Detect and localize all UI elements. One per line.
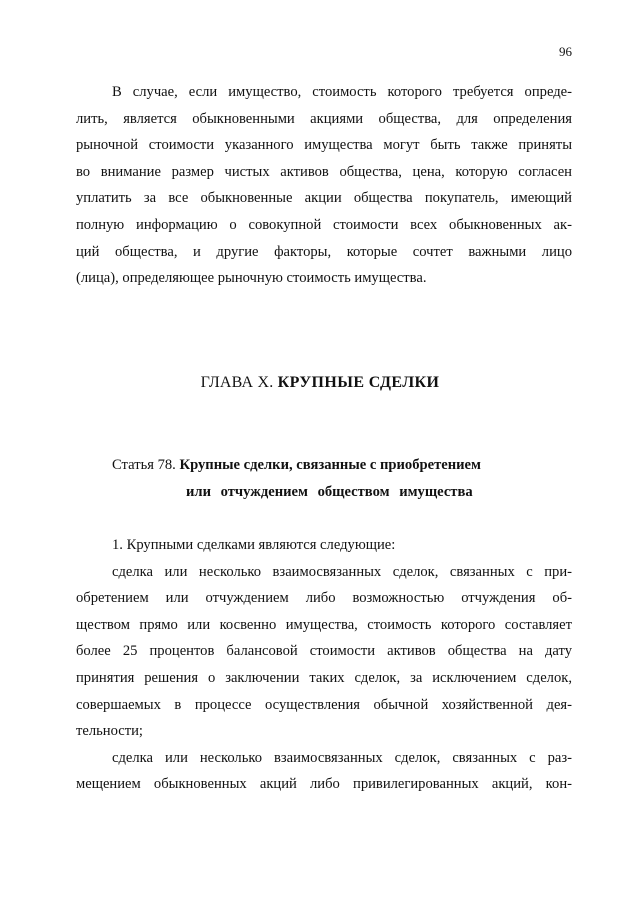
text-line: тельности; [76, 723, 143, 740]
text-line: В случае, если имущество, стоимость которого требуется опреде- [112, 84, 572, 100]
text-line: уплатить за все обыкновенные акции общества покупатель, имеющий [76, 190, 572, 207]
text-line: ществом прямо или косвенно имущества, стоимость которого составляет [76, 616, 572, 633]
text-line: более 25 процентов балансовой стоимости активов общества на дату [76, 643, 572, 660]
article-label: Статья 78. [112, 457, 176, 473]
text-line: (лица), определяющее рыночную стоимость имущества. [76, 270, 427, 287]
text-line: полную информацию о совокупной стоимости всех обыкновенных ак- [76, 216, 572, 233]
text-line: лить, является обыкновенными акциями общества, для определения [76, 110, 572, 127]
chapter-title: КРУПНЫЕ СДЕЛКИ [277, 374, 440, 391]
text-line: обретением или отчуждением либо возможностью отчуждения об- [76, 590, 572, 607]
chapter-prefix: ГЛАВА X. [200, 374, 274, 391]
page-number: 96 [559, 44, 572, 59]
paragraph-market-value [76, 79, 572, 292]
article-body [76, 532, 572, 798]
text-line: сделка или несколько взаимосвязанных сделок, связанных с раз- [112, 749, 572, 766]
article-title-line-2: или отчуждением обществом имущества [186, 484, 473, 500]
text-line: сделка или несколько взаимосвязанных сделок, связанных с при- [112, 563, 572, 580]
text-line: во внимание размер чистых активов общества, цена, которую согласен [76, 163, 572, 180]
text-line: рыночной стоимости указанного имущества могут быть также приняты [76, 137, 572, 154]
article-title-line-1: Крупные сделки, связанные с приобретением [179, 457, 481, 473]
text-line: мещением обыкновенных акций либо привилегированных акций, кон- [76, 776, 572, 793]
text-line: 1. Крупными сделками являются следующие: [112, 537, 396, 553]
article-heading [112, 452, 481, 506]
chapter-heading [0, 374, 640, 392]
text-line: принятия решения о заключении таких сделок, за исключением сделок, [76, 669, 572, 686]
text-line: совершаемых в процессе осуществления обычной хозяйственной дея- [76, 696, 572, 713]
text-line: ций общества, и другие факторы, которые сочтет важными лицо [76, 243, 572, 260]
